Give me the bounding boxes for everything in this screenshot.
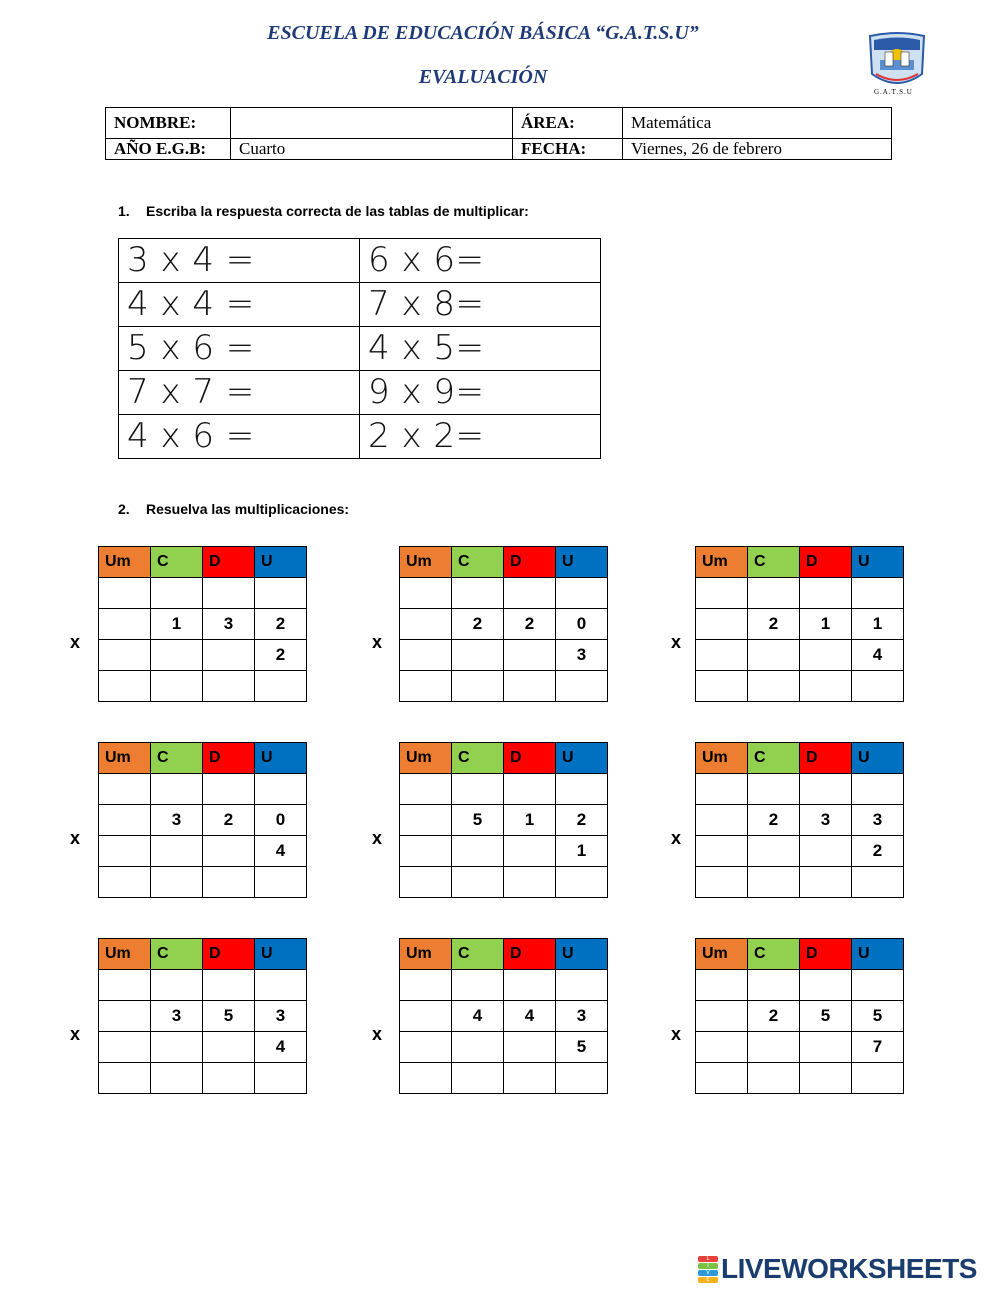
digit-cell: 3 bbox=[852, 805, 904, 836]
header-c: C bbox=[151, 743, 203, 774]
digit-cell: 4 bbox=[452, 1001, 504, 1032]
carry-cell[interactable] bbox=[452, 774, 504, 805]
place-value-grid bbox=[695, 938, 904, 1094]
digit-cell bbox=[99, 836, 151, 867]
carry-cell[interactable] bbox=[504, 774, 556, 805]
school-logo-icon bbox=[862, 30, 932, 100]
digit-cell bbox=[800, 836, 852, 867]
header-u: U bbox=[255, 939, 307, 970]
answer-cell[interactable] bbox=[852, 1063, 904, 1094]
mult-cell[interactable]: 4 x 4 = bbox=[119, 283, 360, 327]
header-c: C bbox=[452, 939, 504, 970]
answer-cell[interactable] bbox=[852, 867, 904, 898]
digit-cell: 2 bbox=[748, 609, 800, 640]
mult-cell[interactable]: 9 x 9= bbox=[360, 371, 601, 415]
digit-cell: 0 bbox=[255, 805, 307, 836]
multiplier-cell: 2 bbox=[852, 836, 904, 867]
digit-cell bbox=[696, 805, 748, 836]
name-field[interactable] bbox=[231, 108, 513, 139]
carry-cell[interactable] bbox=[99, 774, 151, 805]
digit-cell: 1 bbox=[852, 609, 904, 640]
carry-cell[interactable] bbox=[452, 970, 504, 1001]
header-d: D bbox=[800, 547, 852, 578]
answer-cell[interactable] bbox=[255, 867, 307, 898]
multiply-sign: x bbox=[70, 1024, 81, 1044]
mult-cell[interactable]: 4 x 5= bbox=[360, 327, 601, 371]
mult-cell[interactable]: 7 x 7 = bbox=[119, 371, 360, 415]
digit-cell bbox=[504, 836, 556, 867]
digit-cell bbox=[203, 640, 255, 671]
header-c: C bbox=[748, 547, 800, 578]
digit-cell bbox=[696, 836, 748, 867]
carry-cell[interactable] bbox=[255, 774, 307, 805]
multiplier-cell: 3 bbox=[556, 640, 608, 671]
header-c: C bbox=[748, 743, 800, 774]
digit-cell: 2 bbox=[748, 1001, 800, 1032]
footer-brand: LIVEWORKSHEETS bbox=[721, 1253, 977, 1284]
header-um: Um bbox=[400, 547, 452, 578]
area-value: Matemática bbox=[623, 108, 892, 139]
school-title: ESCUELA DE EDUCACIÓN BÁSICA “G.A.T.S.U” bbox=[267, 22, 699, 44]
header-u: U bbox=[255, 547, 307, 578]
digit-cell bbox=[400, 609, 452, 640]
carry-cell[interactable] bbox=[99, 970, 151, 1001]
carry-cell[interactable] bbox=[556, 578, 608, 609]
header-c: C bbox=[452, 743, 504, 774]
carry-cell[interactable] bbox=[852, 774, 904, 805]
header-d: D bbox=[504, 743, 556, 774]
carry-cell[interactable] bbox=[151, 774, 203, 805]
header-um: Um bbox=[99, 547, 151, 578]
carry-cell[interactable] bbox=[400, 578, 452, 609]
header-u: U bbox=[852, 939, 904, 970]
header-um: Um bbox=[400, 743, 452, 774]
digit-cell bbox=[151, 640, 203, 671]
digit-cell: 2 bbox=[504, 609, 556, 640]
digit-cell bbox=[748, 640, 800, 671]
mult-cell[interactable]: 6 x 6= bbox=[360, 239, 601, 283]
carry-cell[interactable] bbox=[748, 970, 800, 1001]
answer-cell[interactable] bbox=[400, 671, 452, 702]
question-2-title bbox=[118, 501, 349, 517]
carry-cell[interactable] bbox=[255, 970, 307, 1001]
digit-cell bbox=[452, 640, 504, 671]
carry-cell[interactable] bbox=[452, 578, 504, 609]
answer-cell[interactable] bbox=[696, 867, 748, 898]
carry-cell[interactable] bbox=[504, 578, 556, 609]
digit-cell: 2 bbox=[452, 609, 504, 640]
answer-cell[interactable] bbox=[504, 671, 556, 702]
answer-cell[interactable] bbox=[99, 671, 151, 702]
live-letter: E bbox=[698, 1277, 718, 1283]
header-d: D bbox=[504, 939, 556, 970]
answer-cell[interactable] bbox=[452, 671, 504, 702]
date-label: FECHA: bbox=[513, 139, 623, 160]
place-value-grid bbox=[695, 546, 904, 702]
digit-cell bbox=[151, 836, 203, 867]
answer-cell[interactable] bbox=[504, 867, 556, 898]
digit-cell: 4 bbox=[504, 1001, 556, 1032]
answer-cell[interactable] bbox=[400, 1063, 452, 1094]
digit-cell: 3 bbox=[151, 1001, 203, 1032]
answer-cell[interactable] bbox=[800, 1063, 852, 1094]
digit-cell bbox=[400, 640, 452, 671]
multiply-sign: x bbox=[70, 828, 81, 848]
digit-cell bbox=[748, 1032, 800, 1063]
header-d: D bbox=[203, 547, 255, 578]
multiplier-cell: 2 bbox=[255, 640, 307, 671]
digit-cell bbox=[151, 1032, 203, 1063]
digit-cell: 1 bbox=[504, 805, 556, 836]
digit-cell bbox=[800, 640, 852, 671]
digit-cell bbox=[696, 640, 748, 671]
multiply-sign: x bbox=[671, 1024, 682, 1044]
digit-cell bbox=[504, 1032, 556, 1063]
header-c: C bbox=[151, 939, 203, 970]
digit-cell bbox=[696, 1001, 748, 1032]
digit-cell: 1 bbox=[151, 609, 203, 640]
digit-cell: 2 bbox=[748, 805, 800, 836]
carry-cell[interactable] bbox=[852, 578, 904, 609]
carry-cell[interactable] bbox=[203, 578, 255, 609]
answer-cell[interactable] bbox=[748, 1063, 800, 1094]
answer-cell[interactable] bbox=[203, 867, 255, 898]
header-um: Um bbox=[696, 547, 748, 578]
answer-cell[interactable] bbox=[151, 1063, 203, 1094]
live-letter: L bbox=[698, 1256, 718, 1262]
header-d: D bbox=[800, 743, 852, 774]
digit-cell: 2 bbox=[556, 805, 608, 836]
name-label: NOMBRE: bbox=[106, 108, 231, 139]
header-u: U bbox=[852, 547, 904, 578]
carry-cell[interactable] bbox=[400, 774, 452, 805]
header-u: U bbox=[852, 743, 904, 774]
carry-cell[interactable] bbox=[151, 578, 203, 609]
header-u: U bbox=[255, 743, 307, 774]
header-u: U bbox=[556, 939, 608, 970]
multiplier-cell: 1 bbox=[556, 836, 608, 867]
answer-cell[interactable] bbox=[800, 867, 852, 898]
question-2-number: 2. bbox=[118, 501, 130, 517]
multiplier-cell: 7 bbox=[852, 1032, 904, 1063]
mult-cell[interactable]: 2 x 2= bbox=[360, 415, 601, 459]
header-um: Um bbox=[99, 743, 151, 774]
header-um: Um bbox=[696, 939, 748, 970]
digit-cell bbox=[99, 1001, 151, 1032]
digit-cell bbox=[452, 836, 504, 867]
digit-cell bbox=[203, 836, 255, 867]
digit-cell: 5 bbox=[452, 805, 504, 836]
multiply-sign: x bbox=[671, 828, 682, 848]
header-um: Um bbox=[696, 743, 748, 774]
digit-cell: 3 bbox=[151, 805, 203, 836]
answer-cell[interactable] bbox=[99, 1063, 151, 1094]
answer-cell[interactable] bbox=[504, 1063, 556, 1094]
digit-cell: 2 bbox=[203, 805, 255, 836]
mult-cell[interactable]: 3 x 4 = bbox=[119, 239, 360, 283]
place-value-grid bbox=[98, 938, 307, 1094]
carry-cell[interactable] bbox=[852, 970, 904, 1001]
answer-cell[interactable] bbox=[748, 671, 800, 702]
live-badge-icon bbox=[698, 1255, 718, 1283]
header-d: D bbox=[504, 547, 556, 578]
digit-cell bbox=[696, 609, 748, 640]
place-value-grid bbox=[399, 938, 608, 1094]
digit-cell: 3 bbox=[800, 805, 852, 836]
question-1-title bbox=[118, 203, 529, 219]
digit-cell bbox=[400, 805, 452, 836]
carry-cell[interactable] bbox=[255, 578, 307, 609]
answer-cell[interactable] bbox=[556, 1063, 608, 1094]
carry-cell[interactable] bbox=[800, 774, 852, 805]
carry-cell[interactable] bbox=[203, 774, 255, 805]
digit-cell bbox=[504, 640, 556, 671]
place-value-grid bbox=[399, 742, 608, 898]
digit-cell: 3 bbox=[203, 609, 255, 640]
place-value-grid bbox=[98, 742, 307, 898]
answer-cell[interactable] bbox=[696, 671, 748, 702]
answer-cell[interactable] bbox=[452, 867, 504, 898]
digit-cell bbox=[99, 640, 151, 671]
liveworksheets-logo bbox=[698, 1254, 977, 1284]
evaluation-title: EVALUACIÓN bbox=[418, 66, 548, 88]
multiply-sign: x bbox=[372, 828, 383, 848]
header-c: C bbox=[452, 547, 504, 578]
answer-cell[interactable] bbox=[800, 671, 852, 702]
carry-cell[interactable] bbox=[556, 970, 608, 1001]
digit-cell: 0 bbox=[556, 609, 608, 640]
answer-cell[interactable] bbox=[99, 867, 151, 898]
digit-cell bbox=[400, 836, 452, 867]
mult-cell[interactable]: 7 x 8= bbox=[360, 283, 601, 327]
carry-cell[interactable] bbox=[800, 970, 852, 1001]
header-um: Um bbox=[400, 939, 452, 970]
logo-caption: G.A.T.S.U bbox=[874, 88, 913, 96]
carry-cell[interactable] bbox=[800, 578, 852, 609]
answer-cell[interactable] bbox=[203, 1063, 255, 1094]
place-value-grid bbox=[98, 546, 307, 702]
student-info-table bbox=[105, 107, 892, 160]
header-d: D bbox=[203, 939, 255, 970]
answer-cell[interactable] bbox=[748, 867, 800, 898]
live-letter: I bbox=[698, 1263, 718, 1269]
digit-cell bbox=[400, 1032, 452, 1063]
answer-cell[interactable] bbox=[556, 867, 608, 898]
header-u: U bbox=[556, 743, 608, 774]
question-1-text: Escriba la respuesta correcta de las tablas de multiplicar: bbox=[146, 203, 529, 219]
answer-cell[interactable] bbox=[255, 1063, 307, 1094]
carry-cell[interactable] bbox=[556, 774, 608, 805]
multiply-sign: x bbox=[372, 1024, 383, 1044]
carry-cell[interactable] bbox=[203, 970, 255, 1001]
place-value-grid bbox=[399, 546, 608, 702]
answer-cell[interactable] bbox=[151, 867, 203, 898]
place-value-grid bbox=[695, 742, 904, 898]
multiply-sign: x bbox=[70, 632, 81, 652]
question-2-text: Resuelva las multiplicaciones: bbox=[146, 501, 350, 517]
multiplier-cell: 5 bbox=[556, 1032, 608, 1063]
multiply-sign: x bbox=[671, 632, 682, 652]
digit-cell bbox=[99, 609, 151, 640]
digit-cell bbox=[748, 836, 800, 867]
header-d: D bbox=[203, 743, 255, 774]
year-label: AÑO E.G.B: bbox=[106, 139, 231, 160]
multiplier-cell: 4 bbox=[255, 1032, 307, 1063]
digit-cell bbox=[99, 805, 151, 836]
digit-cell: 3 bbox=[255, 1001, 307, 1032]
digit-cell bbox=[696, 1032, 748, 1063]
carry-cell[interactable] bbox=[99, 578, 151, 609]
carry-cell[interactable] bbox=[748, 578, 800, 609]
digit-cell: 3 bbox=[556, 1001, 608, 1032]
answer-cell[interactable] bbox=[696, 1063, 748, 1094]
mult-cell[interactable]: 5 x 6 = bbox=[119, 327, 360, 371]
carry-cell[interactable] bbox=[696, 970, 748, 1001]
carry-cell[interactable] bbox=[696, 774, 748, 805]
mult-cell[interactable]: 4 x 6 = bbox=[119, 415, 360, 459]
date-value: Viernes, 26 de febrero bbox=[623, 139, 892, 160]
header-c: C bbox=[748, 939, 800, 970]
multiply-sign: x bbox=[372, 632, 383, 652]
carry-cell[interactable] bbox=[400, 970, 452, 1001]
digit-cell bbox=[203, 1032, 255, 1063]
multiplier-cell: 4 bbox=[255, 836, 307, 867]
digit-cell: 5 bbox=[852, 1001, 904, 1032]
answer-cell[interactable] bbox=[556, 671, 608, 702]
area-label: ÁREA: bbox=[513, 108, 623, 139]
carry-cell[interactable] bbox=[151, 970, 203, 1001]
header-u: U bbox=[556, 547, 608, 578]
answer-cell[interactable] bbox=[852, 671, 904, 702]
header-c: C bbox=[151, 547, 203, 578]
digit-cell: 5 bbox=[203, 1001, 255, 1032]
answer-cell[interactable] bbox=[203, 671, 255, 702]
multiplier-cell: 4 bbox=[852, 640, 904, 671]
header-d: D bbox=[800, 939, 852, 970]
multiplication-table bbox=[118, 238, 601, 459]
digit-cell: 2 bbox=[255, 609, 307, 640]
carry-cell[interactable] bbox=[748, 774, 800, 805]
live-letter: V bbox=[698, 1270, 718, 1276]
header-um: Um bbox=[99, 939, 151, 970]
answer-cell[interactable] bbox=[255, 671, 307, 702]
answer-cell[interactable] bbox=[400, 867, 452, 898]
year-value: Cuarto bbox=[231, 139, 513, 160]
digit-cell: 1 bbox=[800, 609, 852, 640]
answer-cell[interactable] bbox=[452, 1063, 504, 1094]
answer-cell[interactable] bbox=[151, 671, 203, 702]
digit-cell bbox=[99, 1032, 151, 1063]
question-1-number: 1. bbox=[118, 203, 130, 219]
digit-cell bbox=[452, 1032, 504, 1063]
digit-cell bbox=[400, 1001, 452, 1032]
digit-cell bbox=[800, 1032, 852, 1063]
digit-cell: 5 bbox=[800, 1001, 852, 1032]
carry-cell[interactable] bbox=[504, 970, 556, 1001]
carry-cell[interactable] bbox=[696, 578, 748, 609]
